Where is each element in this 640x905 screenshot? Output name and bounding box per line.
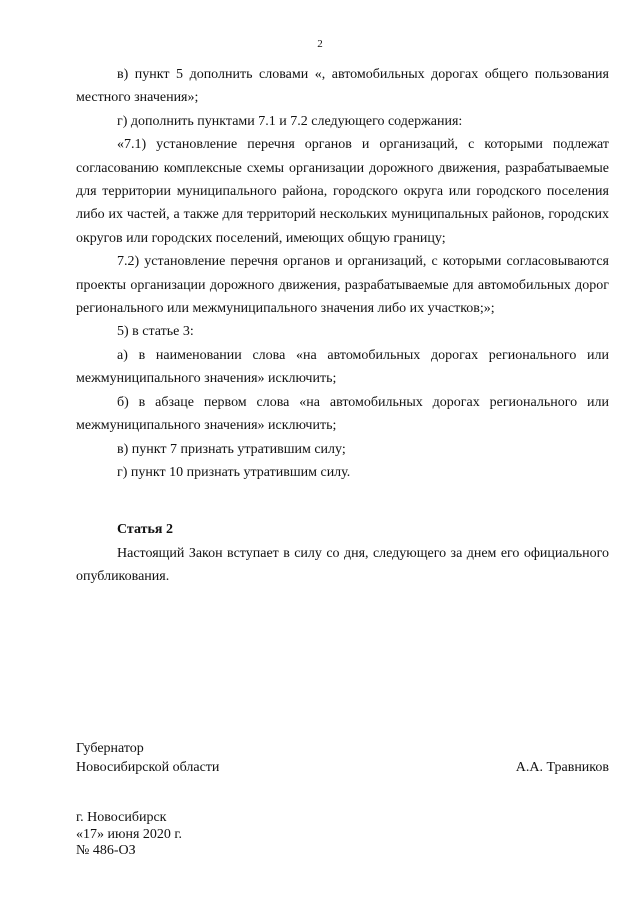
law-number: № 486-ОЗ	[76, 843, 136, 858]
place-date-block	[76, 810, 182, 860]
signature-block	[76, 739, 609, 777]
amendment-paragraph-b: б) в абзаце первом слова «на автомобильных дорогах регионального или межмуниципального значения» исключить;	[76, 394, 609, 434]
amendment-paragraph-g: г) дополнить пунктами 7.1 и 7.2 следующего содержания:	[117, 113, 463, 129]
document-body	[76, 63, 609, 589]
signature-row	[76, 758, 609, 777]
amendment-paragraph-v2: в) пункт 7 признать утратившим силу;	[117, 441, 346, 457]
signatory-name: А.А. Травников	[515, 760, 609, 775]
amendment-item-7-2: 7.2) установление перечня органов и организаций, с которыми согласовываются проекты организации дорожного движения, разрабатываемые для автомобильных дорог регионального или межмуниципального значения либо их участков;»;	[76, 254, 609, 317]
amendment-paragraph-g2: г) пункт 10 признать утратившим силу.	[117, 464, 351, 480]
amendment-article-3: 5) в статье 3:	[117, 324, 194, 340]
amendment-paragraph-v: в) пункт 5 дополнить словами «, автомобильных дорогах общего пользования местного значения»;	[76, 67, 609, 106]
amendment-item-7-1: «7.1) установление перечня органов и организаций, с которыми подлежат согласованию комплексные схемы организации дорожного движения, разрабатываемые для территории муниципального района, городского округа или городского поселения либо их частей, а также для территорий нескольких муниципальных районов, городских округов или городских поселений, имеющих общую границу;	[76, 137, 609, 246]
date-of-signing: «17» июня 2020 г.	[76, 826, 183, 842]
page-number: 2	[317, 38, 323, 50]
signatory-position-line2: Новосибирской области	[76, 760, 220, 775]
signatory-position-line1: Губернатор	[76, 741, 144, 756]
article-text: Настоящий Закон вступает в силу со дня, следующего за днем его официального опубликования.	[76, 545, 609, 585]
amendment-paragraph-a: а) в наименовании слова «на автомобильных дорогах регионального или межмуниципального значения» исключить;	[76, 347, 609, 387]
article-heading: Статья 2	[117, 522, 173, 538]
place-of-signing: г. Новосибирск	[76, 810, 167, 825]
